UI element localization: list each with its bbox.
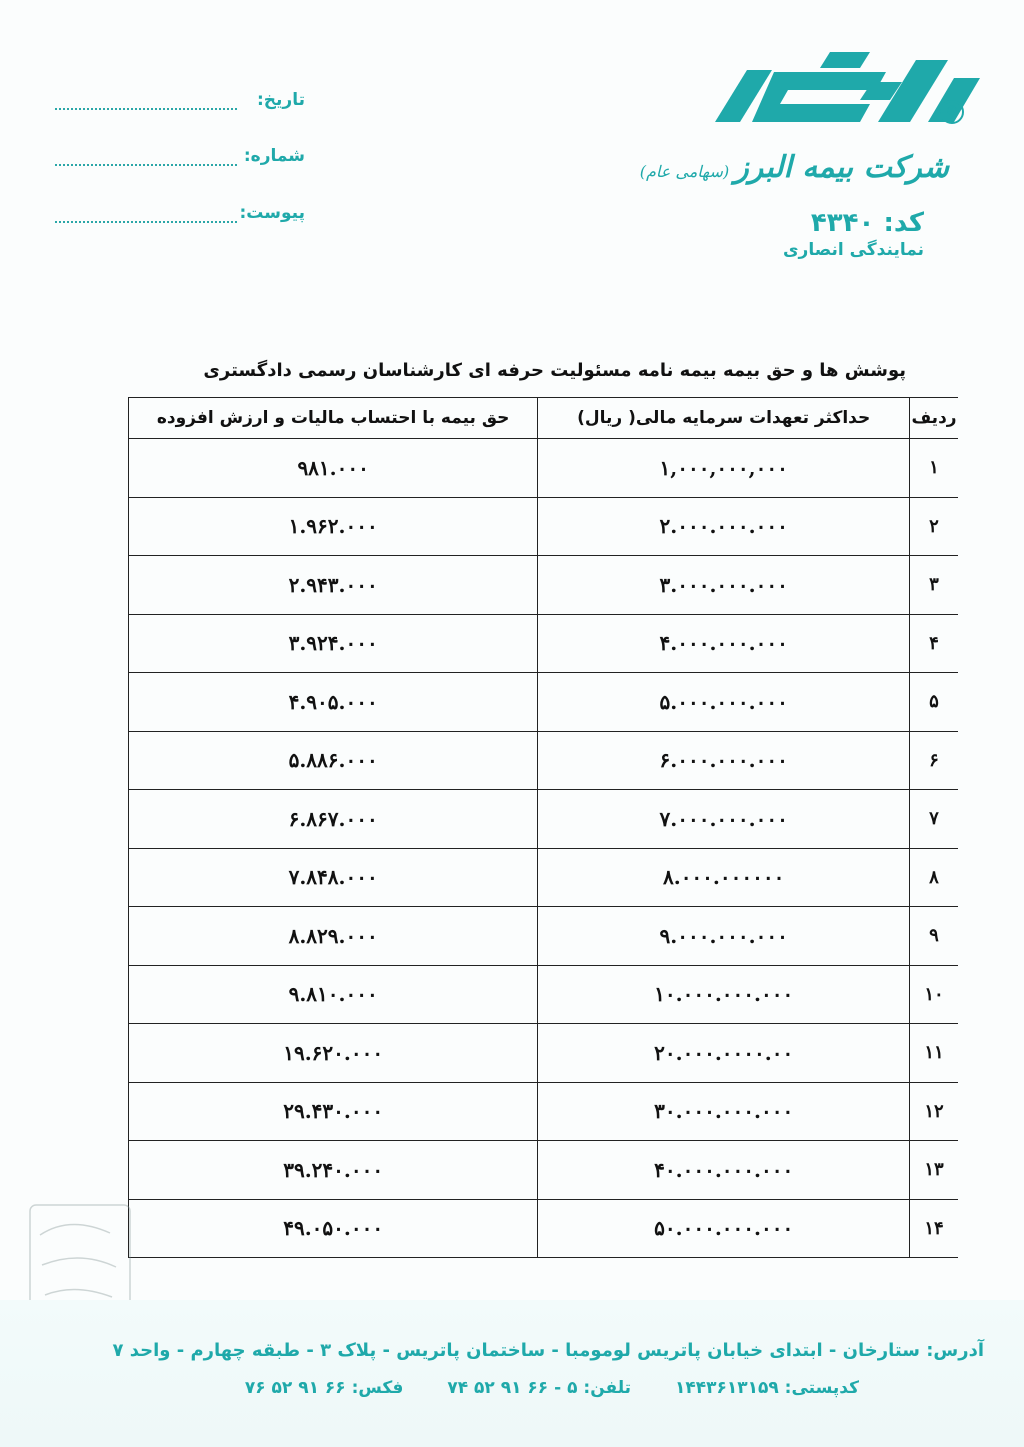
- capital-cell: ۱,۰۰۰,۰۰۰,۰۰۰: [538, 439, 910, 498]
- capital-cell: ۱۰.۰۰۰.۰۰۰.۰۰۰: [538, 965, 910, 1024]
- capital-cell: ۵۰.۰۰۰.۰۰۰.۰۰۰: [538, 1199, 910, 1258]
- premium-cell: ۱.۹۶۲.۰۰۰: [129, 497, 538, 556]
- premium-cell: ۹۸۱.۰۰۰: [129, 439, 538, 498]
- number-label: شماره:: [243, 146, 305, 166]
- premium-cell: ۱۹.۶۲۰.۰۰۰: [129, 1024, 538, 1083]
- premium-cell: ۳۹.۲۴۰.۰۰۰: [129, 1141, 538, 1200]
- capital-cell: ۴۰.۰۰۰.۰۰۰.۰۰۰: [538, 1141, 910, 1200]
- number-dotted-line: [55, 164, 237, 166]
- row-number-cell: ۱۰: [910, 965, 958, 1024]
- capital-cell: ۶.۰۰۰.۰۰۰.۰۰۰: [538, 731, 910, 790]
- row-number-cell: ۸: [910, 848, 958, 907]
- row-number-cell: ۳: [910, 556, 958, 615]
- premium-cell: ۶.۸۶۷.۰۰۰: [129, 790, 538, 849]
- capital-cell: ۵.۰۰۰.۰۰۰.۰۰۰: [538, 673, 910, 732]
- date-dotted-line: [55, 108, 237, 110]
- premium-cell: ۹.۸۱۰.۰۰۰: [129, 965, 538, 1024]
- premium-cell: ۷.۸۴۸.۰۰۰: [129, 848, 538, 907]
- table-row: [129, 848, 959, 907]
- premium-table: [128, 397, 958, 1258]
- company-type: (سهامی عام): [639, 162, 730, 181]
- header-capital: حداکثر تعهدات سرمایه مالی( ریال): [538, 398, 910, 439]
- premium-cell: ۵.۸۸۶.۰۰۰: [129, 731, 538, 790]
- table-row: [129, 673, 959, 732]
- table-row: [129, 497, 959, 556]
- table-body: [129, 439, 959, 1258]
- agency-code: کد: ۴۳۴۰: [810, 208, 924, 238]
- capital-cell: ۴.۰۰۰.۰۰۰.۰۰۰: [538, 614, 910, 673]
- row-number-cell: ۷: [910, 790, 958, 849]
- alborz-logo-icon: [710, 40, 980, 135]
- table-row: [129, 1141, 959, 1200]
- premium-cell: ۴.۹۰۵.۰۰۰: [129, 673, 538, 732]
- table-row: [129, 965, 959, 1024]
- row-number-cell: ۱۲: [910, 1082, 958, 1141]
- capital-cell: ۷.۰۰۰.۰۰۰.۰۰۰: [538, 790, 910, 849]
- footer-fax: فکس: ۶۶ ۹۱ ۵۲ ۷۶: [244, 1378, 404, 1398]
- footer-phone: تلفن: ۵ - ۶۶ ۹۱ ۵۲ ۷۴: [447, 1378, 632, 1398]
- capital-cell: ۲۰.۰۰۰.۰۰۰۰.۰۰: [538, 1024, 910, 1083]
- attachment-dotted-line: [55, 221, 237, 223]
- row-number-cell: ۱۱: [910, 1024, 958, 1083]
- row-number-cell: ۲: [910, 497, 958, 556]
- row-number-cell: ۶: [910, 731, 958, 790]
- premium-cell: ۸.۸۲۹.۰۰۰: [129, 907, 538, 966]
- table-header-row: [129, 398, 959, 439]
- footer-address: آدرس: ستارخان - ابتدای خیابان پاتریس لومومبا - ساختمان پاتریس - پلاک ۳ - طبقه چهارم - واحد ۷: [112, 1340, 984, 1361]
- row-number-cell: ۱۳: [910, 1141, 958, 1200]
- table-row: [129, 614, 959, 673]
- footer-postal-code: کدپستی: ۱۴۴۳۶۱۳۱۵۹: [674, 1378, 859, 1398]
- table-title: پوشش ها و حق بیمه بیمه نامه مسئولیت حرفه ای کارشناسان رسمی دادگستری: [203, 360, 906, 381]
- date-line: [55, 90, 305, 116]
- capital-cell: ۳.۰۰۰.۰۰۰.۰۰۰: [538, 556, 910, 615]
- capital-cell: ۹.۰۰۰.۰۰۰.۰۰۰: [538, 907, 910, 966]
- agency-name: نمایندگی انصاری: [782, 240, 924, 260]
- premium-cell: ۲۹.۴۳۰.۰۰۰: [129, 1082, 538, 1141]
- attachment-label: پیوست:: [239, 203, 305, 223]
- table-row: [129, 731, 959, 790]
- row-number-cell: ۵: [910, 673, 958, 732]
- header-row-number: ردیف: [910, 398, 958, 439]
- premium-cell: ۲.۹۴۳.۰۰۰: [129, 556, 538, 615]
- capital-cell: ۲.۰۰۰.۰۰۰.۰۰۰: [538, 497, 910, 556]
- row-number-cell: ۱۴: [910, 1199, 958, 1258]
- capital-cell: ۸.۰۰۰.۰۰۰۰۰۰: [538, 848, 910, 907]
- premium-cell: ۳.۹۲۴.۰۰۰: [129, 614, 538, 673]
- capital-cell: ۳۰.۰۰۰.۰۰۰.۰۰۰: [538, 1082, 910, 1141]
- table-row: [129, 1082, 959, 1141]
- registered-mark: ®: [940, 100, 964, 124]
- header-premium: حق بیمه با احتساب مالیات و ارزش افزوده: [129, 398, 538, 439]
- date-label: تاریخ:: [257, 90, 305, 110]
- table-row: [129, 907, 959, 966]
- table-row: [129, 790, 959, 849]
- footer-band: [0, 1300, 1024, 1447]
- table-row: [129, 439, 959, 498]
- company-name: [640, 150, 949, 185]
- footer-contact: [207, 1378, 859, 1398]
- table-row: [129, 1024, 959, 1083]
- row-number-cell: ۴: [910, 614, 958, 673]
- company-name-main: شرکت بیمه البرز: [734, 150, 949, 185]
- premium-cell: ۴۹.۰۵۰.۰۰۰: [129, 1199, 538, 1258]
- row-number-cell: ۹: [910, 907, 958, 966]
- table-row: [129, 556, 959, 615]
- number-line: [55, 146, 305, 172]
- attachment-line: [55, 203, 305, 229]
- row-number-cell: ۱: [910, 439, 958, 498]
- table-row: [129, 1199, 959, 1258]
